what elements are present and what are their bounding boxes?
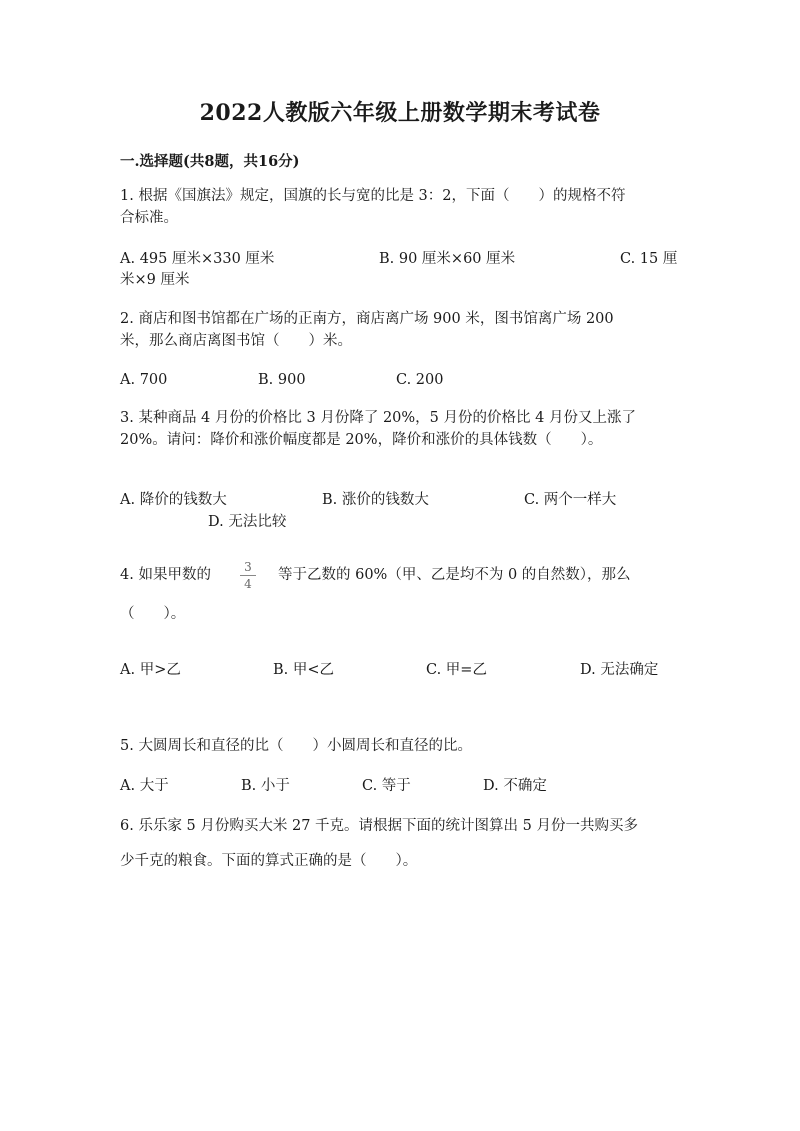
- q4-option-b: B. 甲<乙: [273, 662, 335, 678]
- q1-option-c: C. 15 厘: [620, 251, 678, 267]
- q1-text-line2: 合标准。: [120, 210, 178, 226]
- q4-fraction-numerator: 3: [244, 560, 252, 574]
- q5-option-a: A. 大于: [120, 778, 169, 794]
- q3-text-line1: 3. 某种商品 4 月份的价格比 3 月份降了 20%，5 月份的价格比 4 月份又上涨了: [120, 410, 636, 426]
- q3-option-a: A. 降价的钱数大: [120, 492, 227, 508]
- q2-text-line2: 米，那么商店离图书馆（ ）米。: [120, 333, 352, 349]
- q4-fraction-denominator: 4: [244, 577, 252, 591]
- q4-option-c: C. 甲=乙: [426, 662, 487, 678]
- q4-text-prefix: 4. 如果甲数的: [120, 567, 211, 583]
- q3-text-line2: 20%。请问：降价和涨价幅度都是 20%，降价和涨价的具体钱数（ ）。: [120, 432, 603, 448]
- q1-option-b: B. 90 厘米×60 厘米: [379, 251, 516, 267]
- q5-option-d: D. 不确定: [483, 778, 547, 794]
- q3-option-b: B. 涨价的钱数大: [322, 492, 429, 508]
- q4-text-line2: （ ）。: [120, 606, 186, 622]
- q2-option-b: B. 900: [258, 372, 306, 388]
- q2-option-a: A. 700: [120, 372, 168, 388]
- q2-option-c: C. 200: [396, 372, 444, 388]
- q6-text-line2: 少千克的粮食。下面的算式正确的是（ ）。: [120, 853, 418, 869]
- q1-option-c-cont: 米×9 厘米: [120, 272, 190, 288]
- q5-option-c: C. 等于: [362, 778, 411, 794]
- q6-text-line1: 6. 乐乐家 5 月份购买大米 27 千克。请根据下面的统计图算出 5 月份一共购买多: [120, 818, 638, 834]
- q4-fraction: [237, 560, 259, 591]
- q3-option-d: D. 无法比较: [208, 514, 287, 530]
- q5-option-b: B. 小于: [241, 778, 290, 794]
- q4-option-a: A. 甲>乙: [120, 662, 181, 678]
- q5-text-line1: 5. 大圆周长和直径的比（ ）小圆周长和直径的比。: [120, 738, 472, 754]
- section-heading: 一.选择题(共8题，共16分): [120, 153, 300, 170]
- q3-option-c: C. 两个一样大: [524, 492, 617, 508]
- page-title: 2022人教版六年级上册数学期末考试卷: [199, 100, 601, 126]
- fraction-bar: [240, 575, 256, 576]
- q2-text-line1: 2. 商店和图书馆都在广场的正南方，商店离广场 900 米，图书馆离广场 200: [120, 311, 614, 327]
- q4-text-suffix: 等于乙数的 60%（甲、乙是均不为 0 的自然数），那么: [278, 567, 631, 583]
- q4-option-d: D. 无法确定: [580, 662, 659, 678]
- q1-option-a: A. 495 厘米×330 厘米: [120, 251, 275, 267]
- q1-text-line1: 1. 根据《国旗法》规定，国旗的长与宽的比是 3：2，下面（ ）的规格不符: [120, 188, 626, 204]
